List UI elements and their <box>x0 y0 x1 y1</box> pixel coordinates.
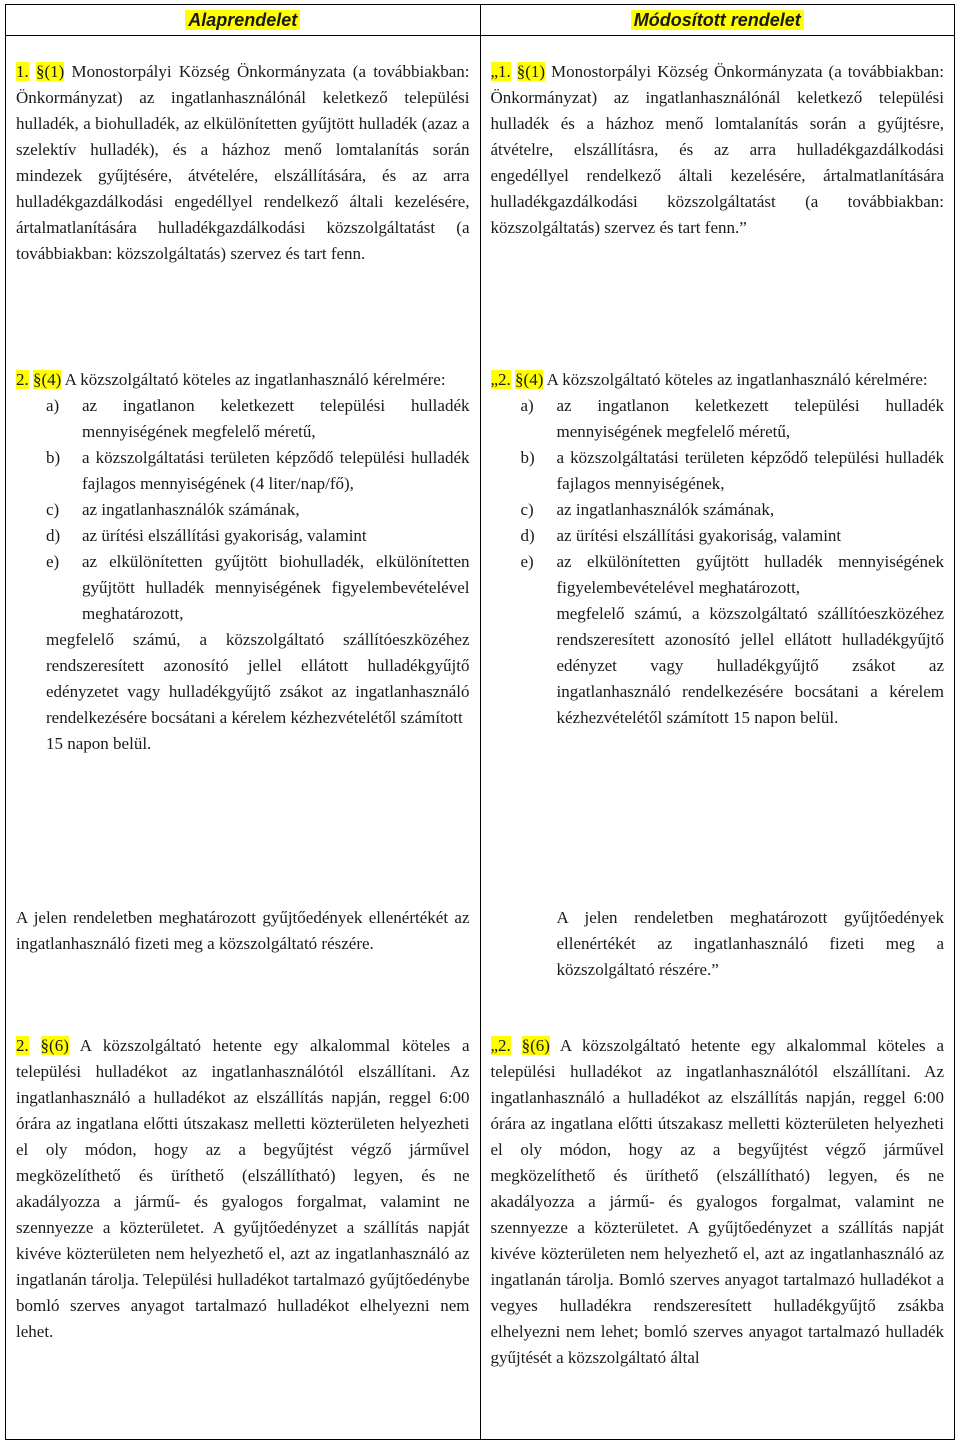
right-section-2 <box>491 367 945 731</box>
list-item <box>16 523 470 549</box>
left-s1-number: 1. <box>16 62 29 81</box>
list-marker: e) <box>46 552 60 571</box>
right-s1-number: „1. <box>490 62 511 81</box>
list-marker: e) <box>520 552 534 571</box>
original-header-label: Alaprendelet <box>185 10 300 30</box>
list-text: az elkülönítetten gyűjtött hulladék mennyiségének figyelembevételével meghatározott, <box>556 552 944 597</box>
left-s2-list <box>16 393 470 627</box>
right-s2-intro <box>491 367 945 393</box>
left-s2-closing: A jelen rendeletben meghatározott gyűjtőedények ellenértékét az ingatlanhasználó fizeti meg a közszolgáltató részére. <box>16 908 470 953</box>
list-text: az ürítési elszállítási gyakoriság, valamint <box>556 526 842 545</box>
right-s2-paragraph-ref: §(4) <box>515 370 544 389</box>
right-s2-number: „2. <box>490 370 511 389</box>
left-s2-paragraph-ref: §(4) <box>33 370 62 389</box>
list-text: a közszolgáltatási területen képződő települési hulladék fajlagos mennyiségének, <box>556 448 944 493</box>
left-s1-paragraph <box>16 59 470 267</box>
right-s3-paragraph <box>491 1033 945 1371</box>
right-s3-paragraph-ref: §(6) <box>521 1036 550 1055</box>
right-section-1 <box>491 59 945 241</box>
right-s1-text: Monostorpályi Község Önkormányzata (a továbbiakban: Önkormányzat) az ingatlanhasználónál keletkező települési hulladék és a házhoz menő lomtalanítás során a gyűjtésre, átvételre, elszállításra, és az arra hulladékgazdálkodási engedéllyel rendelkező általi kezelésére, ártalmatlanítására hulladékgazdálkodási közszolgáltatást (a továbbiakban: közszolgáltatás) szervez és tart fenn.” <box>490 62 944 237</box>
left-s3-paragraph-ref: §(6) <box>40 1036 69 1055</box>
right-s2-intro-text: A közszolgáltató köteles az ingatlanhasználó kérelmére: <box>543 370 928 389</box>
right-s3-text: A közszolgáltató hetente egy alkalommal köteles a települési hulladékot az ingatlanhasználótól elszállítani. Az ingatlanhasználó a hulladékot az elszállítás napján, reggel 6:00 órára az ingatlana előtti útszakasz melletti közterületen helyezheti el oly módon, hogy az a begyűjtést végző járművel megközelíthető és üríthető (elszállítható) legyen, és ne akadályozza a jármű- és gyalogos forgalmat, valamint ne szennyezze a közterületet. A gyűjtőedényzet a szállítás napját kivéve közterületen nem helyezhető el, azt az ingatlanhasználó az ingatlanán tárolja. Bomló szerves anyagot tartalmazó hulladékot a vegyes hulladékra rendszeresített hulladékgyűjtő zsákba elhelyezni nem lehet; bomló szerves anyagot tartalmazó hulladék gyűjtését a közszolgáltató által <box>490 1036 945 1367</box>
list-item <box>491 549 945 601</box>
list-item <box>491 393 945 445</box>
left-s1-text: Monostorpályi Község Önkormányzata (a továbbiakban: Önkormányzat) az ingatlanhasználónál keletkező települési hulladék, a biohulladék, az elkülönítetten gyűjtött hulladék (azaz a szelektív hulladék), és a házhoz menő lomtalanítás során mindezek gyűjtésére, átvételére, elszállítására, és az arra hulladékgazdálkodási engedéllyel rendelkező általi kezelésére, ártalmatlanítására hulladékgazdálkodási közszolgáltatást (a továbbiakban: közszolgáltatás) szervez és tart fenn. <box>16 62 470 263</box>
list-item <box>16 549 470 627</box>
list-item <box>491 445 945 497</box>
list-marker: d) <box>46 526 61 545</box>
left-s3-paragraph <box>16 1033 470 1345</box>
left-s2-tail-last: 15 napon belül. <box>46 734 152 753</box>
list-marker: c) <box>46 500 60 519</box>
left-section-1 <box>16 59 470 267</box>
list-item <box>16 497 470 523</box>
list-marker: a) <box>520 396 534 415</box>
left-section-2 <box>16 367 470 757</box>
list-text: az ürítési elszállítási gyakoriság, valamint <box>82 526 367 545</box>
list-text: az ingatlanhasználók számának, <box>556 500 775 519</box>
amended-regulation-column <box>481 5 955 1439</box>
left-s2-number: 2. <box>16 370 29 389</box>
left-s3-number: 2. <box>16 1036 29 1055</box>
right-s2-list <box>491 393 945 601</box>
amended-header-label: Módosított rendelet <box>631 10 804 30</box>
list-text: az ingatlanon keletkezett települési hulladék mennyiségének megfelelő méretű, <box>556 396 944 441</box>
list-marker: d) <box>520 526 535 545</box>
left-s3-text: A közszolgáltató hetente egy alkalommal köteles a települési hulladékot az ingatlanhasználótól elszállítani. Az ingatlanhasználó a hulladékot az elszállítás napján, reggel 6:00 órára az ingatlana előtti útszakasz melletti közterületen helyezheti el oly módon, hogy az a begyűjtést végző járművel megközelíthető és üríthető (elszállítható) legyen, és ne akadályozza a jármű- és gyalogos forgalmat, valamint ne szennyezze a közterületet. A gyűjtőedényzet a szállítás napját kivéve közterületen nem helyezhető el, azt az ingatlanhasználó az ingatlanán tárolja. Települési hulladékot tartalmazó gyűjtőedénybe bomló szerves anyagot tartalmazó hulladékot elhelyezni nem lehet. <box>16 1036 470 1341</box>
left-s2-intro <box>16 367 470 393</box>
list-item <box>491 523 945 549</box>
list-text: a közszolgáltatási területen képződő települési hulladék fajlagos mennyiségének (4 liter/nap/fő), <box>82 448 470 493</box>
original-regulation-header <box>6 5 480 36</box>
right-section-3 <box>491 1033 945 1371</box>
amended-regulation-header <box>481 5 955 36</box>
original-regulation-column <box>6 5 481 1439</box>
list-marker: c) <box>520 500 534 519</box>
list-item <box>491 497 945 523</box>
left-s2-closing-block <box>16 905 470 957</box>
list-marker: b) <box>520 448 535 467</box>
right-s3-number: „2. <box>490 1036 511 1055</box>
left-s2-intro-text: A közszolgáltató köteles az ingatlanhasználó kérelmére: <box>61 370 446 389</box>
right-s1-paragraph-ref: §(1) <box>516 62 546 81</box>
list-marker: b) <box>46 448 61 467</box>
right-s2-tail: megfelelő számú, a közszolgáltató szállítóeszközéhez rendszeresített azonosító jellel ellátott hulladékgyűjtő edényzet vagy hulladékgyűjtő zsákot az ingatlanhasználó rendelkezésére bocsátani a kérelem kézhezvételétől számított 15 napon belül. <box>556 604 944 727</box>
list-text: az ingatlanon keletkezett települési hulladék mennyiségének megfelelő méretű, <box>82 396 470 441</box>
left-s1-paragraph-ref: §(1) <box>35 62 65 81</box>
list-text: az ingatlanhasználók számának, <box>82 500 300 519</box>
left-section-3 <box>16 1033 470 1345</box>
right-s2-closing: A jelen rendeletben meghatározott gyűjtőedények ellenértékét az ingatlanhasználó fizeti meg a közszolgáltató részére.” <box>556 908 944 979</box>
list-item <box>16 393 470 445</box>
list-text: az elkülönítetten gyűjtött biohulladék, elkülönítetten gyűjtött hulladék mennyiségének figyelembevételével meghatározott, <box>82 552 470 623</box>
comparison-table <box>5 4 955 1440</box>
right-s2-closing-block <box>491 905 945 983</box>
right-s1-paragraph <box>491 59 945 241</box>
list-item <box>16 445 470 497</box>
list-marker: a) <box>46 396 60 415</box>
left-s2-tail: megfelelő számú, a közszolgáltató szállítóeszközéhez rendszeresített azonosító jellel ellátott hulladékgyűjtő edényzetet vagy hulladékgyűjtő zsákot az ingatlanhasználó rendelkezésére bocsátani a kérelem kézhezvételétől számított <box>46 630 470 727</box>
